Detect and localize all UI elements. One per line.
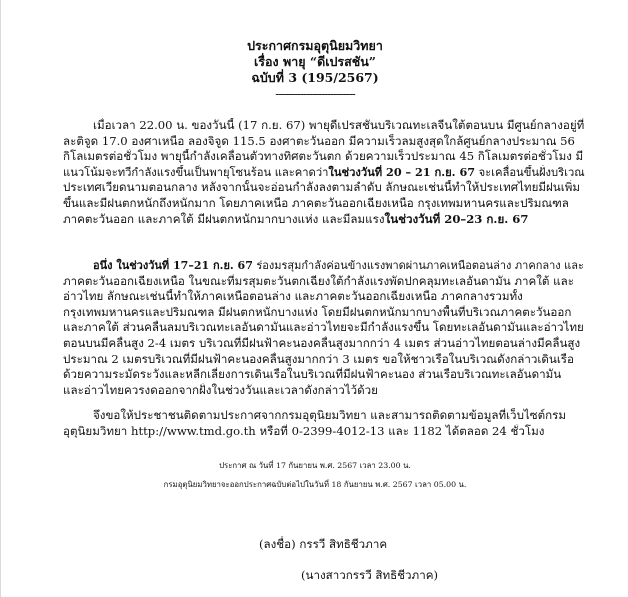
- text-run: แนวโน้มจะทวีกำลังแรงขึ้นเป็นพายุโซนร้อน และคาดว่า: [63, 165, 329, 179]
- signatory-name: (นางสาวกรรวี สิทธิชีวภาค): [301, 568, 438, 582]
- text-line: เมื่อเวลา 22.00 น. ของวันนี้ (17 ก.ย. 67) พายุดีเปรสชันบริเวณทะเลจีนใต้ตอนบน มีศูนย์กลางอยู่ที่: [93, 118, 585, 132]
- text-run: ร่องมรสุมกำลังค่อนข้างแรงพาดผ่านภาคเหนือตอนล่าง ภาคกลาง และ: [252, 259, 584, 272]
- text-line: กรุงเทพมหานครและปริมณฑล มีฝนตกหนักบางแห่ง โดยมีฝนตกหนักมากบางพื้นที่บริเวณภาคตะวันออก: [63, 304, 572, 319]
- text-line: กิโลเมตรต่อชั่วโมง พายุนี้กำลังเคลื่อนตัวทางทิศตะวันตก ด้วยความเร็วประมาณ 45 กิโลเมตรต่อชั่วโมง มี: [63, 149, 584, 164]
- divider-line: --------------------------: [275, 87, 355, 101]
- text-run: ภาคตะวันออก และภาคใต้ มีฝนตกหนักมากบางแห่ง และมีลมแรง: [63, 211, 385, 226]
- announcement-datetime: ประกาศ ณ วันที่ 17 กันยายน พ.ศ. 2567 เวลา 23.00 น.: [219, 461, 411, 470]
- next-announcement: กรมอุตุนิยมวิทยาจะออกประกาศฉบับต่อไปในวันที่ 18 กันยายน พ.ศ. 2567 เวลา 05.00 น.: [163, 480, 467, 489]
- monsoon-period: อนึ่ง ในช่วงวันที่ 17–21 ก.ย. 67: [93, 259, 253, 272]
- organization-title: ประกาศกรมอุตุนิยมวิทยา: [247, 38, 383, 53]
- paragraph-storm-position: [63, 118, 585, 227]
- text-line: ภาคตะวันออกเฉียงเหนือ ในขณะที่มรสุมตะวันตกเฉียงใต้กำลังแรงพัดปกคลุมทะเลอันดามัน ภาคใต้ และ: [63, 273, 574, 288]
- subject-title: เรื่อง พายุ “ดีเปรสชัน”: [254, 54, 376, 69]
- text-line: และภาคใต้ ส่วนคลื่นลมบริเวณทะเลอันดามันและอ่าวไทยจะมีกำลังแรงขึ้น โดยทะเลอันดามันและอ่าวไทย: [63, 320, 584, 335]
- text-line: จึงขอให้ประชาชนติดตามประกาศจากกรมอุตุนิยมวิทยา และสามารถติดตามข้อมูลที่เว็บไซต์กรม: [93, 408, 567, 422]
- landfall-period: ในช่วงวันที่ 20 – 21 ก.ย. 67: [328, 164, 476, 179]
- signature-line: (ลงชื่อ) กรรวี สิทธิชีวภาค: [259, 537, 388, 551]
- text-line: ขึ้นและมีฝนตกหนักถึงหนักมาก โดยภาคเหนือ ภาคตะวันออกเฉียงเหนือ กรุงเทพมหานครและปริมณฑล: [63, 195, 569, 210]
- announcement-header: [1, 38, 628, 102]
- text-line: ด้วยความระมัดระวังและหลีกเลี่ยงการเดินเรือในบริเวณที่มีฝนฟ้าคะนอง ส่วนเรือบริเวณทะเลอันดามัน: [63, 367, 562, 382]
- strong-wind-period: ในช่วงวันที่ 20–23 ก.ย. 67: [384, 211, 529, 226]
- text-line: [63, 212, 585, 228]
- text-line: อ่าวไทย ลักษณะเช่นนี้ทำให้ภาคเหนือตอนล่าง และภาคตะวันออกเฉียงเหนือ ภาคกลางรวมทั้ง: [63, 289, 523, 304]
- text-run: จะเคลื่อนขึ้นฝั่งบริเวณ: [475, 165, 585, 179]
- issue-number: ฉบับที่ 3 (195/2567): [251, 70, 379, 85]
- text-line: [63, 258, 585, 274]
- text-line: และอ่าวไทยควรงดออกจากฝั่งในช่วงวันและเวลาดังกล่าวไว้ด้วย: [63, 382, 378, 397]
- text-line: [63, 165, 585, 181]
- text-line: ละติจูด 17.0 องศาเหนือ ลองจิจูด 115.5 องศาตะวันออก มีความเร็วลมสูงสุดใกล้ศูนย์กลางประมาณ 56: [63, 133, 575, 148]
- paragraph-contact: [63, 408, 585, 439]
- text-line: ประมาณ 2 เมตรบริเวณที่มีฝนฟ้าคะนองคลื่นสูงมากกว่า 3 เมตร ขอให้ชาวเรือในบริเวณดังกล่าวเดินเรือ: [63, 351, 574, 366]
- text-line: ตอนบนมีคลื่นสูง 2-4 เมตร บริเวณที่มีฝนฟ้าคะนองคลื่นสูงมากกว่า 4 เมตร ส่วนอ่าวไทยตอนล่างมีคลื่นสูง: [63, 335, 581, 350]
- text-line: อุตุนิยมวิทยา http://www.tmd.go.th หรือที่ 0-2399-4012-13 และ 1182 ได้ตลอด 24 ชั่วโมง: [63, 423, 545, 438]
- text-line: ประเทศเวียดนามตอนกลาง หลังจากนั้นจะอ่อนกำลังลงตามลำดับ ลักษณะเช่นนี้ทำให้ประเทศไทยมีฝนเพิ่ม: [63, 180, 580, 195]
- paragraph-monsoon: [63, 258, 585, 398]
